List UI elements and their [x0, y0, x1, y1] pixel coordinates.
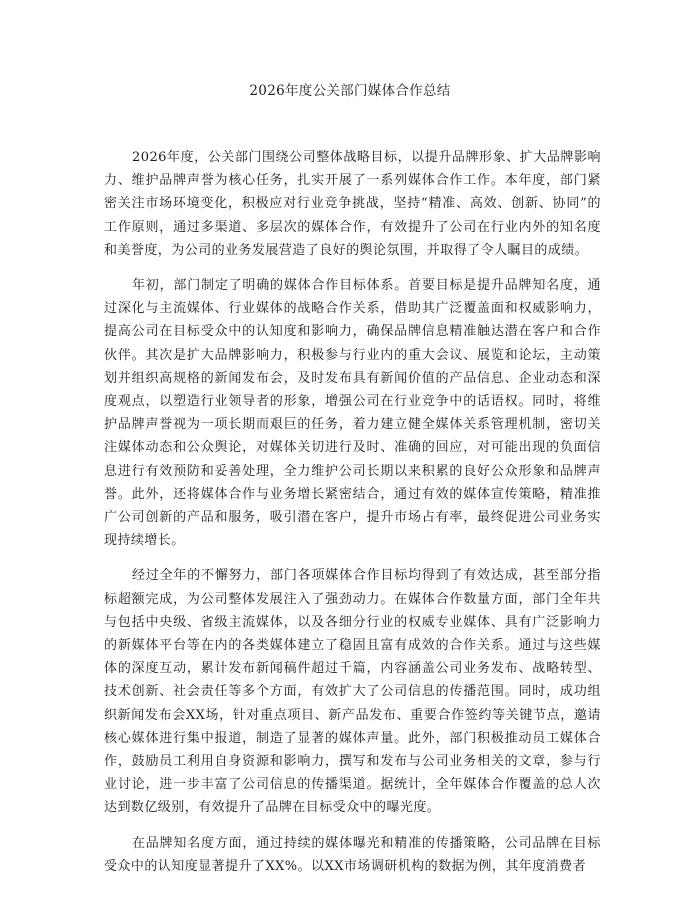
paragraph-goals: 年初，部门制定了明确的媒体合作目标体系。首要目标是提升品牌知名度，通过深化与主流媒体、行业媒体的战略合作关系，借助其广泛覆盖面和权威影响力，提高公司在目标受众中的认知度和影响力，确保品牌信息精准触达潜在客户和合作伙伴。其次是扩大品牌影响力，积极参与行业内的重大会议、展览和论坛，主动策划并组织高规格的新闻发布会，及时发布具有新闻价值的产品信息、企业动态和深度观点，以塑造行业领导者的形象，增强公司在行业竞争中的话语权。同时，将维护品牌声誉视为一项长期而艰巨的任务，着力建立健全媒体关系管理机制，密切关注媒体动态和公众舆论，对媒体关切进行及时、准确的回应，对可能出现的负面信息进行有效预防和妥善处理，全力维护公司长期以来积累的良好公众形象和品牌声誉。此外，还将媒体合作与业务增长紧密结合，通过有效的媒体宣传策略，精准推广公司创新的产品和服务，吸引潜在客户，提升市场占有率，最终促进公司业务实现持续增长。: [104, 278, 601, 549]
paragraph-achievements: 经过全年的不懈努力，部门各项媒体合作目标均得到了有效达成，甚至部分指标超额完成，为公司整体发展注入了强劲动力。在媒体合作数量方面，部门全年共与包括中央级、省级主流媒体，以及各细分行业的权威专业媒体、具有广泛影响力的新媒体平台等在内的各类媒体建立了稳固且富有成效的合作关系。通过与这些媒体的深度互动，累计发布新闻稿件超过千篇，内容涵盖公司业务发布、战略转型、技术创新、社会责任等多个方面，有效扩大了公司信息的传播范围。同时，成功组织新闻发布会XX场，针对重点项目、新产品发布、重要合作签约等关键节点，邀请核心媒体进行集中报道，制造了显著的媒体声量。此外，部门积极推动员工媒体合作，鼓励员工利用自身资源和影响力，撰写和发布与公司业务相关的文章，参与行业讨论，进一步丰富了公司信息的传播渠道。据统计，全年媒体合作覆盖的总人次达到数亿级别，有效提升了品牌在目标受众中的曝光度。: [104, 568, 601, 816]
paragraph-overview: 2026年度，公关部门围绕公司整体战略目标，以提升品牌形象、扩大品牌影响力、维护品牌声誉为核心任务，扎实开展了一系列媒体合作工作。本年度，部门紧密关注市场环境变化，积极应对行业竞争挑战，坚持“精准、高效、创新、协同”的工作原则，通过多渠道、多层次的媒体合作，有效提升了公司在行业内外的知名度和美誉度，为公司的业务发展营造了良好的舆论氛围，并取得了令人瞩目的成绩。: [104, 150, 601, 258]
document-body: [104, 146, 601, 890]
document-title: 2026年度公关部门媒体合作总结: [249, 83, 451, 99]
paragraph-brand-awareness: 在品牌知名度方面，通过持续的媒体曝光和精准的传播策略，公司品牌在目标受众中的认知度显著提升了XX%。以XX市场调研机构的数据为例，其年度消费者: [104, 835, 601, 874]
